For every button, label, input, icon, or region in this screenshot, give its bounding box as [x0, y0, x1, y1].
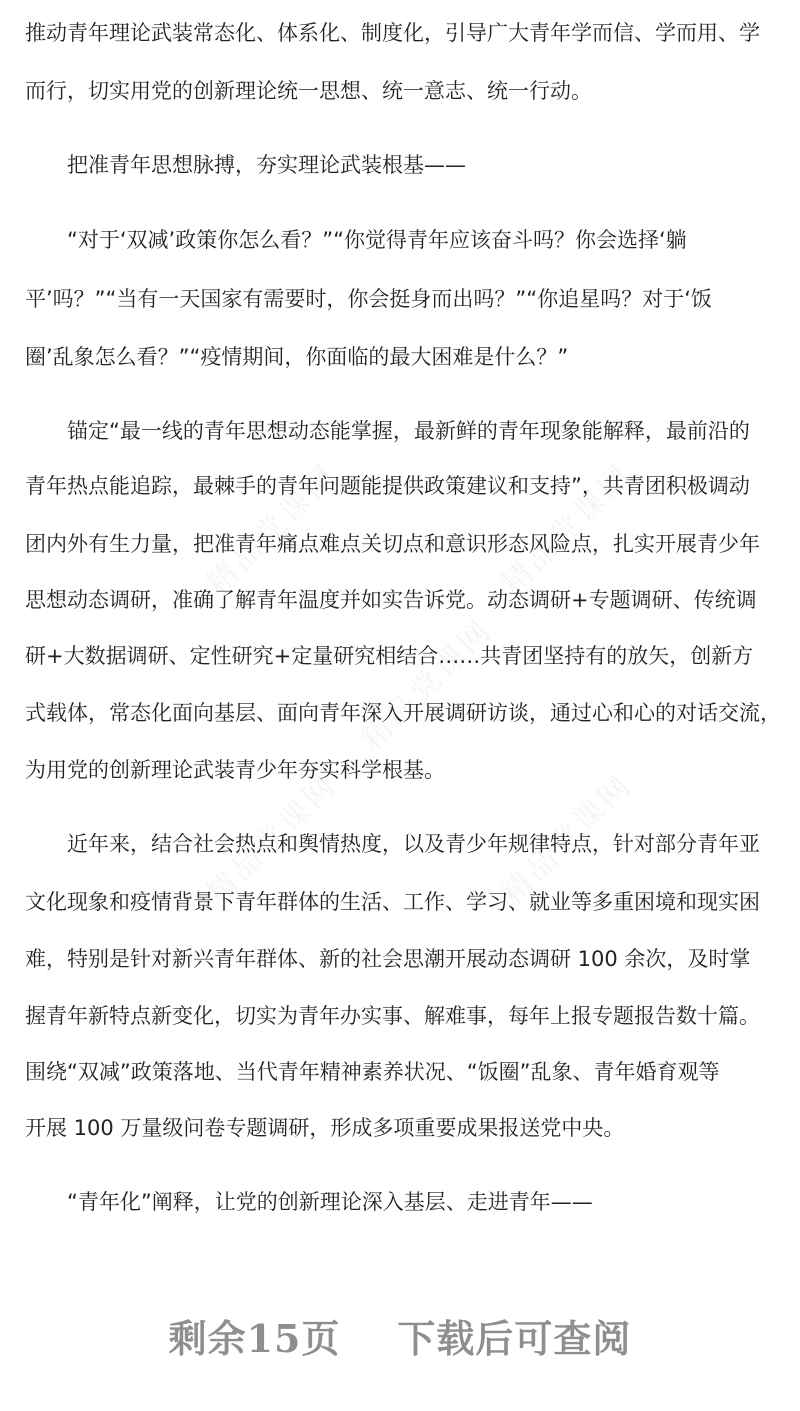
- paragraph-line: 锚定“最一线的青年思想动态能掌握，最新鲜的青年现象能解释，最前沿的: [67, 419, 750, 443]
- paragraph-line: 思想动态调研，准确了解青年温度并如实告诉党。动态调研+专题调研、传统调: [25, 588, 757, 612]
- paragraph-line: 圈’乱象怎么看？”“疫情期间，你面临的最大困难是什么？”: [25, 345, 569, 369]
- paragraph-line: 式载体，常态化面向基层、面向青年深入开展调研访谈，通过心和心的对话交流，: [25, 701, 781, 725]
- paragraph-line: 平’吗？”“当有一天国家有需要时，你会挺身而出吗？”“你追星吗？对于‘饭: [25, 287, 712, 311]
- paragraph-line: 开展 100 万量级问卷专题调研，形成多项重要成果报送党中央。: [25, 1116, 625, 1140]
- paragraph-line: 难，特别是针对新兴青年群体、新的社会思潮开展动态调研 100 余次，及时掌: [25, 947, 751, 971]
- paragraph-line: 推动青年理论武装常态化、体系化、制度化，引导广大青年学而信、学而用、学: [25, 21, 760, 45]
- paragraph-line: 团内外有生力量，把准青年痛点难点关切点和意识形态风险点，扎实开展青少年: [25, 532, 760, 556]
- paragraph-line: 而行，切实用党的创新理论统一思想、统一意志、统一行动。: [25, 79, 592, 103]
- section-heading: “青年化”阐释，让党的创新理论深入基层、走进青年——: [67, 1190, 593, 1214]
- paragraph-line: 青年热点能追踪，最棘手的青年问题能提供政策建议和支持”，共青团积极调动: [25, 474, 750, 498]
- paragraph-line: 文化现象和疫情背景下青年群体的生活、工作、学习、就业等多重困境和现实困: [25, 890, 760, 914]
- paragraph-line: “对于‘双减’政策你怎么看？”“你觉得青年应该奋斗吗？你会选择‘躺: [67, 228, 687, 252]
- paragraph-line: 握青年新特点新变化，切实为青年办实事、解难事，每年上报专题报告数十篇。: [25, 1004, 760, 1028]
- download-to-read-label[interactable]: 下载后可查阅: [397, 1316, 632, 1361]
- watermark: [349, 606, 500, 757]
- download-prompt[interactable]: [0, 1308, 800, 1363]
- paragraph-line: 研+大数据调研、定性研究+定量研究相结合……共青团坚持有的放矢，创新方: [25, 644, 754, 668]
- section-heading: 把准青年思想脉搏，夯实理论武装根基——: [67, 153, 466, 177]
- paragraph-line: 近年来，结合社会热点和舆情热度，以及青少年规律特点，针对部分青年亚: [67, 832, 760, 856]
- paragraph-line: 为用党的创新理论武装青少年夯实科学根基。: [25, 758, 445, 782]
- remaining-pages-label: 剩余15页: [168, 1316, 341, 1361]
- paragraph-line: 围绕“双减”政策落地、当代青年精神素养状况、“饭圈”乱象、青年婚育观等: [25, 1060, 720, 1084]
